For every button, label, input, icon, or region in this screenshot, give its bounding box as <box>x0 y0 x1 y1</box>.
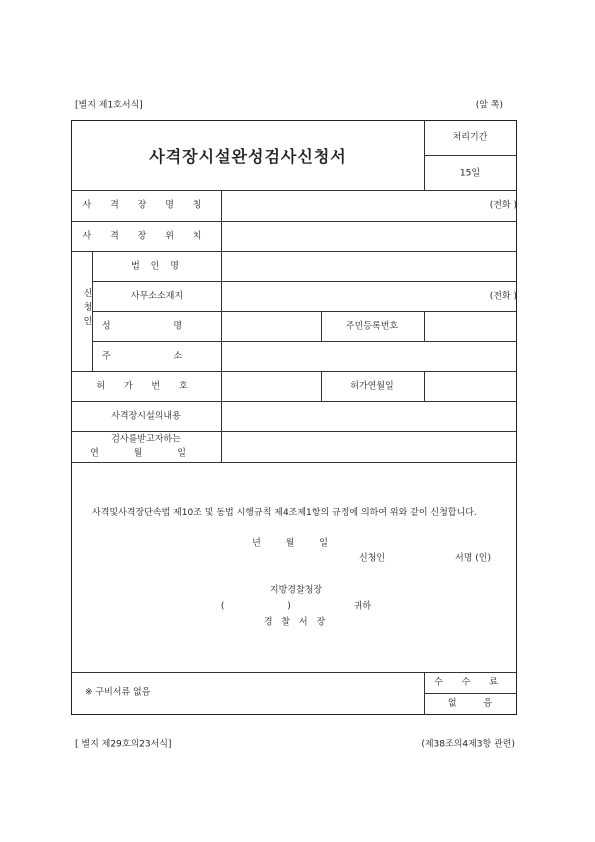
phone-label: (전화 ) <box>489 291 517 302</box>
applicant-sign-label: 신청인 <box>358 553 386 564</box>
address-field[interactable] <box>222 342 516 370</box>
office-address-field[interactable] <box>222 282 412 310</box>
range-location-label: 사 격 장 위 치 <box>82 231 210 242</box>
fee-label: 수 수 료 <box>434 677 506 688</box>
corp-name-label: 법 인 명 <box>131 261 183 272</box>
date-line: 년 월 일 <box>252 538 328 549</box>
divider <box>71 672 517 673</box>
divider <box>424 120 425 190</box>
divider <box>424 693 517 694</box>
phone-label: (전화 ) <box>489 200 517 211</box>
divider <box>321 371 322 401</box>
applicant-label: 신청인 <box>83 289 93 327</box>
recipient-line: 지방경찰청장 <box>269 585 323 596</box>
address-label: 주 소 <box>101 351 213 362</box>
divider <box>71 462 517 463</box>
processing-period-value: 15일 <box>459 168 481 179</box>
facility-content-label: 사격장시설의내용 <box>111 411 181 422</box>
range-name-label: 사 격 장 명 칭 <box>82 200 210 211</box>
facility-content-field[interactable] <box>222 402 516 430</box>
form-title: 사격장시설완성검사신청서 <box>149 147 347 166</box>
name-label: 성 명 <box>101 321 213 332</box>
permit-date-label: 허가연월일 <box>350 381 394 392</box>
resident-number-label: 주민등록번호 <box>345 321 399 332</box>
name-field[interactable] <box>222 312 320 340</box>
page-side-label: (앞 쪽) <box>475 100 503 111</box>
statement-text: 사격및사격장단속법 제10조 및 동법 시행규칙 제4조제1항의 규정에 의하여 위와 같이 신청합니다. <box>92 508 477 518</box>
inspection-date-label: 연 월 일 <box>90 448 202 459</box>
permit-number-field[interactable] <box>222 372 320 400</box>
inspection-date-field[interactable] <box>222 432 516 461</box>
footer-reference: (제38조의4제3항 관련) <box>421 739 515 750</box>
resident-number-field[interactable] <box>425 312 516 340</box>
permit-number-label: 허 가 번 호 <box>96 381 196 392</box>
corp-name-field[interactable] <box>222 252 516 280</box>
range-name-field[interactable] <box>222 191 412 220</box>
divider <box>424 155 517 156</box>
range-location-field[interactable] <box>222 222 516 250</box>
permit-date-field[interactable] <box>425 372 516 400</box>
divider <box>424 672 425 715</box>
attachments-note: ※ 구비서류 없음 <box>85 687 151 698</box>
footer-form-number: [ 별지 제29호의23서식] <box>75 739 172 750</box>
recipient-line: ( ) 귀하 <box>220 601 372 612</box>
inspection-date-label: 검사를받고자하는 <box>111 434 181 445</box>
office-address-label: 사무소소재지 <box>130 291 184 302</box>
fee-value: 없 음 <box>447 698 493 709</box>
form-number: [별지 제1호서식] <box>75 100 143 111</box>
signature-label: 서명 (인) <box>455 553 491 564</box>
divider <box>321 311 322 341</box>
recipient-line: 경 찰 서 장 <box>263 617 329 628</box>
processing-period-label: 처리기간 <box>452 132 488 143</box>
